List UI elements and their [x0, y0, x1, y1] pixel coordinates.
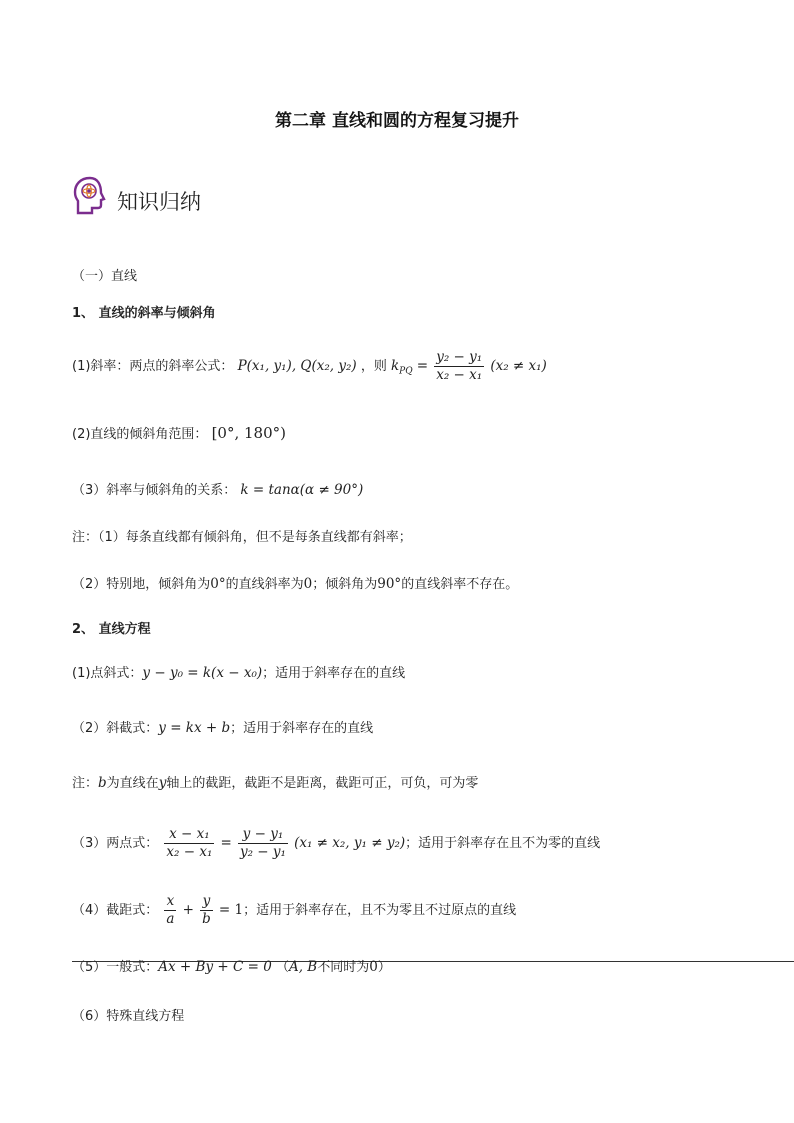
- relation-formula: k = tanα(α ≠ 90°): [240, 482, 364, 498]
- intercept-fraction-y: $\frac{y}{b}$: [202, 893, 211, 927]
- brain-head-icon: [72, 176, 106, 216]
- point-slope-formula: y − y₀ = k(x − x₀): [142, 665, 263, 681]
- intercept-line: （4）截距式： $\frac{x}{a}$ + $\frac{y}{b}$ = 1；适用于斜率存在，且不为零且不过原点的直线: [72, 893, 517, 927]
- slope-intercept-line: （2）斜截式：y = kx + b；适用于斜率存在的直线: [72, 720, 374, 736]
- slope-label: (1)斜率：两点的斜率公式：: [72, 359, 234, 374]
- range-label: (2)直线的倾斜角范围：: [72, 427, 208, 442]
- slope-denominator: x₂ − x₁: [436, 367, 483, 383]
- item2-heading: 2、 直线方程: [72, 622, 151, 637]
- special-lines-heading: （6）特殊直线方程: [72, 1009, 185, 1024]
- two-point-line: （3）两点式： $\frac{\text{x − x₁}}{\text{x₂ − x₁}}$ = $\frac{\text{y − y₁}}{\text{y₂ − y₁}}$ (x₁ ≠ x₂, y₁ ≠ y₂)；适用于斜率存在且不为零的直线: [72, 826, 601, 860]
- slope-formula-line: [72, 349, 547, 384]
- slope-eq: =: [416, 358, 429, 374]
- slope-sep: ，则: [360, 359, 387, 374]
- angle-range-line: [72, 423, 286, 442]
- slope-condition: (x₂ ≠ x₁): [490, 358, 547, 374]
- note-1: 注：（1）每条直线都有倾斜角，但不是每条直线都有斜率；: [72, 530, 412, 545]
- slope-intercept-formula: y = kx + b: [158, 720, 231, 736]
- relation-line: [72, 479, 363, 498]
- general-formula: Ax + By + C = 0: [158, 959, 272, 975]
- slope-k: $k_{PQ}$: [390, 358, 413, 377]
- note-2: （2）特别地，倾斜角为0°的直线斜率为0；倾斜角为90°的直线斜率不存在。: [72, 576, 519, 592]
- note-3: 注：b为直线在y轴上的截距，截距不是距离，截距可正，可负，可为零: [72, 775, 479, 791]
- section-label: 知识归纳: [117, 190, 201, 214]
- subsection-line: （一）直线: [72, 269, 138, 284]
- point-slope-line: (1)点斜式：y − y₀ = k(x − x₀)；适用于斜率存在的直线: [72, 665, 406, 681]
- two-point-fraction-y: $\frac{\text{y − y₁}}{\text{y₂ − y₁}}$: [239, 826, 286, 860]
- page-title: 第二章 直线和圆的方程复习提升: [275, 111, 519, 131]
- general-form-line: （5）一般式：Ax + By + C = 0 （A, B不同时为0）: [72, 959, 391, 975]
- two-point-fraction-x: $\frac{\text{x − x₁}}{\text{x₂ − x₁}}$: [166, 826, 213, 860]
- range-value: [0°, 180°): [211, 424, 286, 442]
- item1-heading: 1、 直线的斜率与倾斜角: [72, 306, 216, 321]
- relation-label: （3）斜率与倾斜角的关系：: [72, 483, 237, 498]
- slope-fraction: [434, 349, 484, 384]
- intercept-fraction-x: $\frac{x}{a}$: [166, 893, 175, 927]
- slope-numerator: y₂ − y₁: [436, 349, 483, 365]
- slope-points: P(x₁, y₁), Q(x₂, y₂): [237, 358, 357, 374]
